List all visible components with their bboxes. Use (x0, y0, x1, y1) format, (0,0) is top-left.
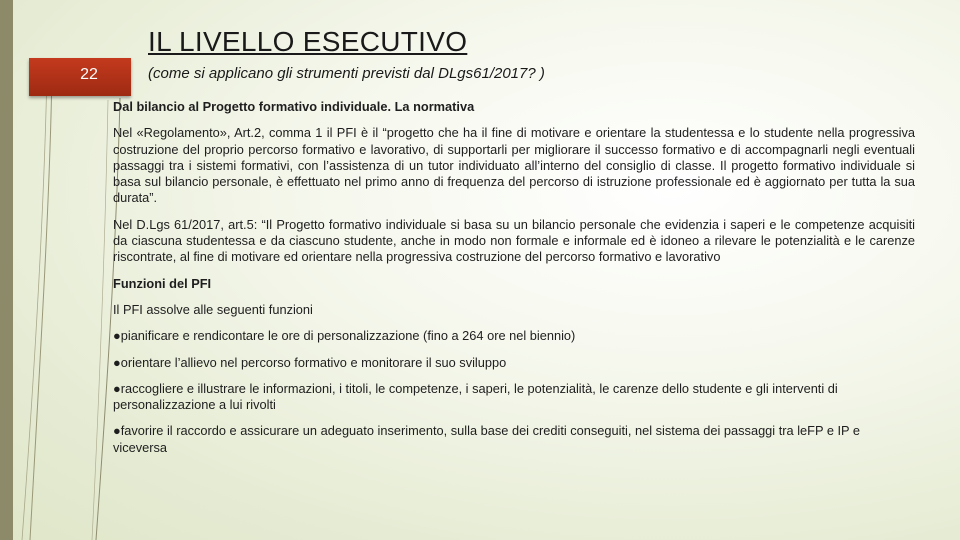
section-heading-funzioni: Funzioni del PFI (113, 275, 212, 291)
slide-title: IL LIVELLO ESECUTIVO (148, 26, 468, 57)
slide-content (113, 99, 915, 466)
paragraph-dlgs: Nel D.Lgs 61/2017, art.5: “Il Progetto formativo individuale si basa su un bilancio personale che evidenzia i saperi e le competenze acquisiti da ciascuna studentessa e da ciascuno studente, anche in modo non formale e informale ed è idoneo a rilevare le potenzialità e le carenze riscontrate, al fine di motivare ed orientare nella progressiva costruzione del percorso formativo e lavorativo (113, 216, 915, 265)
bullet-item: ●orientare l’allievo nel percorso formativo e monitorare il suo sviluppo (113, 354, 507, 370)
bullet-item: ●favorire il raccordo e assicurare un adeguato inserimento, sulla base dei crediti conseguiti, nel sistema dei passaggi tra leFP e IP e viceversa (113, 423, 861, 455)
slide-subtitle: (come si applicano gli strumenti previsti dal DLgs61/2017? ) (148, 65, 545, 82)
bullet-item: ●raccogliere e illustrare le informazioni, i titoli, le competenze, i saperi, le potenzialità, le carenze dello studente e gli interventi di personalizzazione a lui rivolti (113, 380, 838, 413)
functions-intro: Il PFI assolve alle seguenti funzioni (113, 301, 313, 317)
bullet-item: ●pianificare e rendicontare le ore di personalizzazione (fino a 264 ore nel biennio) (113, 328, 576, 344)
slide-number: 22 (80, 66, 98, 83)
paragraph-regolamento: Nel «Regolamento», Art.2, comma 1 il PFI è il “progetto che ha il fine di motivare e orientare la studentessa e lo studente nella progressiva costruzione del proprio percorso formativo e lavorativo, di supportarli per migliorare il successo formativo e di accompagnarli negli eventuali passaggi tra i sistemi formativi, con l’assistenza di un tutor individuato all’interno del consiglio di classe. Il progetto formativo individuale si basa sul bilancio personale, è effettuato nel primo anno di frequenza del percorso di istruzione professionale ed è aggiornato per tutta la sua durata”. (113, 125, 915, 206)
section-heading-normativa: Dal bilancio al Progetto formativo individuale. La normativa (113, 99, 475, 114)
